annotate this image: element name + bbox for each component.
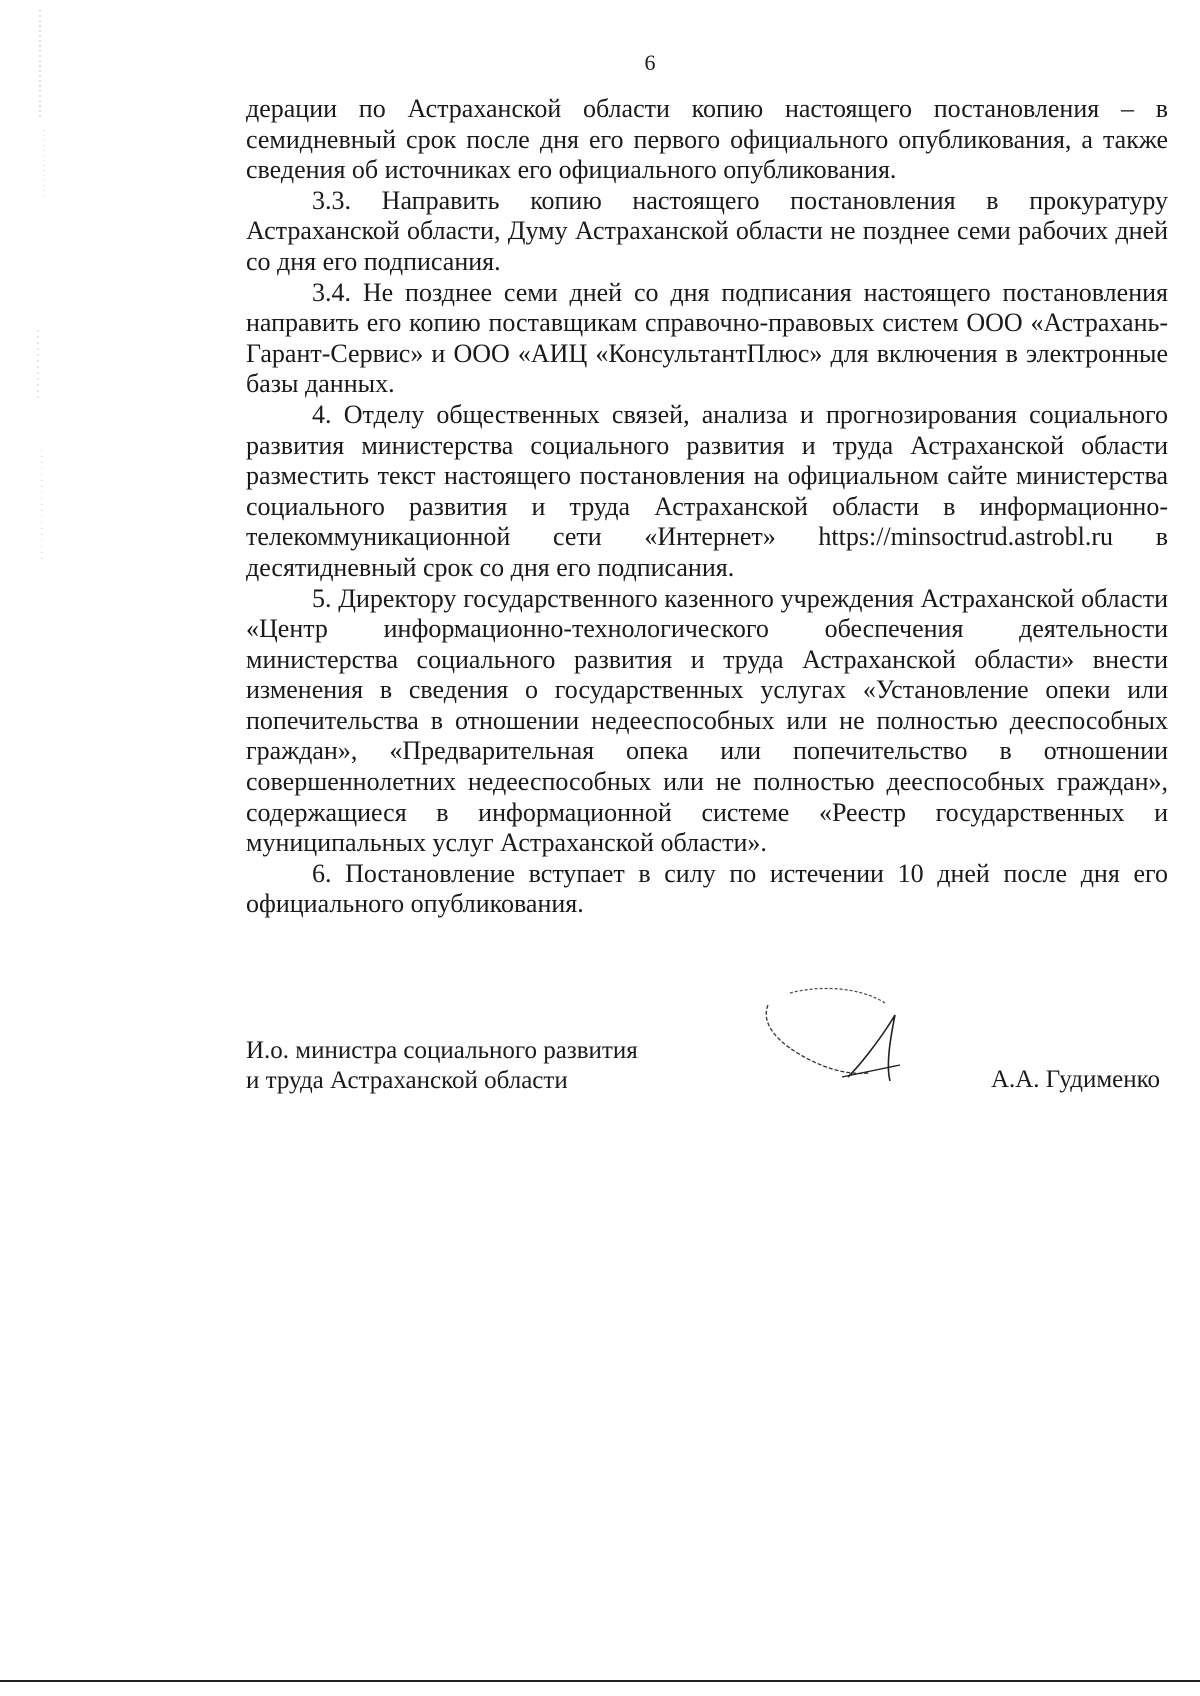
signatory-name: А.А. Гудименко	[990, 1066, 1160, 1093]
signatory-title-line-2: и труда Астраханской области	[246, 1067, 568, 1094]
document-body	[246, 94, 1168, 920]
handwritten-signature	[750, 985, 920, 1085]
paragraph-5: 5. Директору государственного казенного учреждения Астраханской области «Центр информационно-технологического обеспечения деятельности министерства социального развития и труда Астраханской области» внести изменения в сведения о государственных услугах «Установление опеки или попечительства в отношении недееспособных или не полностью дееспособных граждан», «Предварительная опека или попечительство в отношении совершеннолетних недееспособных или не полностью дееспособных граждан», содержащиеся в информационной системе «Реестр государственных и муниципальных услуг Астраханской области».	[246, 583, 1168, 858]
page-number: 6	[644, 50, 656, 75]
signatory-title	[246, 1036, 638, 1096]
page-bottom-edge	[0, 1680, 1200, 1682]
signatory-title-line-1: И.о. министра социального развития	[246, 1037, 638, 1064]
scan-edge-artifact	[0, 0, 50, 600]
paragraph-4: 4. Отделу общественных связей, анализа и прогнозирования социального развития министерства социального развития и труда Астраханской области разместить текст настоящего постановления на официальном сайте министерства социального развития и труда Астраханской области в информационно-телекоммуникационной сети «Интернет» https://minsoctrud.astrobl.ru в десятидневный срок со дня его подписания.	[246, 399, 1168, 582]
paragraph-6: 6. Постановление вступает в силу по истечении 10 дней после дня его официального опубликования.	[246, 858, 1168, 919]
paragraph-3-3: 3.3. Направить копию настоящего постановления в прокуратуру Астраханской области, Думу Астраханской области не позднее семи рабочих дней со дня его подписания.	[246, 185, 1168, 276]
paragraph-3-4: 3.4. Не позднее семи дней со дня подписания настоящего постановления направить его копию поставщикам справочно-правовых систем ООО «Астрахань-Гарант-Сервис» и ООО «АИЦ «КонсультантПлюс» для включения в электронные базы данных.	[246, 277, 1168, 399]
paragraph-continuation: дерации по Астраханской области копию настоящего постановления – в семидневный срок после дня его первого официального опубликования, а также сведения об источниках его официального опубликования.	[246, 94, 1168, 185]
